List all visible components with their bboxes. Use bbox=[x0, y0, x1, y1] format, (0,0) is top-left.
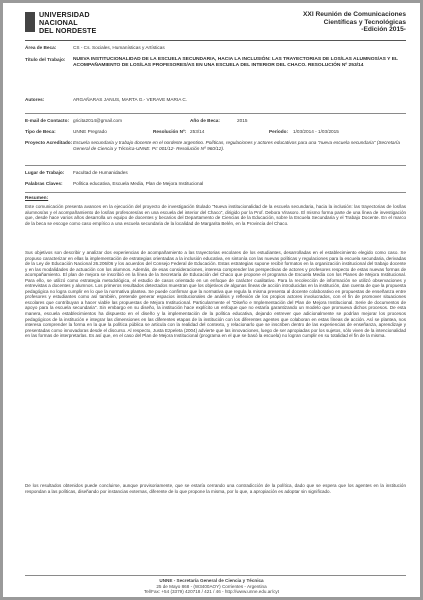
paragraph-2: Sus objetivos son describir y analizar dos experiencias de acompañamiento a las trayectorias escolares de los estudiantes, desarrolladas en el establecimiento elegido como caso. Se propuso caracterizar en ellas la implementación de estrategias orientadas a la inclusión educativa, en sintonía con las nuevas políticas y regulaciones para la escuela secundaria, derivadas de la Ley de Educación Nacional 26.206/06 y los acuerdos del Consejo Federal de Educación. Estas estrategias supone recibir formatos en la organización institucional del trabajo docente y en las modalidades de actuación con los alumnos. Además, de esas consideraciones, interesa comprender las perspectivas de actores y profesores respecto de estas nuevas formas de acompañamiento. El plan de mejora se inscribió en la línea de la Secretaría de Educación del Chaco que propone el programa de Escuela Media con los Planes de Mejora Institucional. Para ello, se utilizó como estrategia metodológica, el estudio de casos orientado en un enfoque de carácter cualitativo. Para la recolección de información se utilizó observaciones y entrevistas a docentes y alumnos. Los primeros resultados detectados muestran que los objetivos de algunas líneas de acción introducidas en la institución, dan cuenta de que la propuesta pedagógica no logra cumplir en lo que la normativa plantea. Se puede confirmar que la normativa que regula la misma presenta al docente colaborativo en propuestas de enseñanza entre profesores y estudiantes como así también, pretende generar espacios institucionales de análisis y reflexión de los propios actores involucrados, con el fin de promover situaciones escolares que contribuyan a hacer viable las propuestas de Mejora Institucional. Particularmente el "Diseño e Implementación del Plan de Mejora Institucional. Serie de documentos de apoyo para la escuela secundaria". Sin embargo en su diseño, la institución hace explícito un enfoque que no estaría garantizando un modelo que promueva dichos procesos. De esta manera, escuela establecimientos ha dispuesto en el diseño y la implementación de la política educativa, dejando entrever que adicionalmente se podrían mejorar los procesos pedagógicos de la institución e integrar las dimensiones en las diferentes etapas de la institución con los diferentes agentes que colaboran en estas líneas de acción. Así se plantea, nos interesa comprender la forma en la que la política pública se articula con la realidad del contexto, y relacionarlo que se inscriben dentro de las experiencias de enseñanza, aprendizaje y presentadas como innovadoras desde el discurso. Al respecto, Justa Ezpeleta (2004) advierte que las innovaciones, luego de ser apropiadas por los sujetos, sólo viven de la intencionalidad en las formas de interpretarlas. Es así que, en el caso del Plan de Mejora Institucional (programa en el que se basó la escuela) no logran cumplir en su totalidad el fin de la misma. bbox=[25, 250, 406, 339]
meta-divider-3 bbox=[25, 192, 406, 193]
period-label: Período: bbox=[269, 129, 289, 134]
footer-line-1: UNNE - Secretaría General de Ciencia y Técnica bbox=[159, 578, 264, 583]
email-label: E-mail de Contacto: bbox=[25, 118, 70, 123]
document-page bbox=[3, 3, 420, 597]
meta-divider-2 bbox=[25, 165, 406, 166]
event-line-1: XXI Reunión de Comunicaciones bbox=[303, 11, 406, 18]
footer bbox=[3, 578, 420, 595]
place-label: Lugar de Trabajo: bbox=[25, 170, 65, 175]
year-value: 2015 bbox=[237, 118, 248, 123]
university-line-3: DEL NORDESTE bbox=[39, 26, 97, 35]
university-line-1: UNIVERSIDAD bbox=[39, 10, 90, 19]
keywords-value: Política educativa, Escuela Media, Plan de Mejora Institucional bbox=[73, 181, 204, 186]
summary-title: Resumen: bbox=[25, 196, 49, 201]
authors-value: ARGAÑARAS JANUS, MARTA G.- VERAVE MARIA C. bbox=[73, 97, 188, 102]
event-line-2: Científicas y Tecnológicas bbox=[323, 18, 406, 26]
paragraph-3: De los resultados obtenidos puede concluirse, aunque provisoriamente, que se estaría cerrando una contradicción de la política, dado que se espera que los agentes en la institución respondan a las políticas, diseñando por instancias externas, diferente de lo que propone la misma, por lo que, a apropiación es adoptar sin significado. bbox=[25, 483, 406, 494]
area-label: Área de Beca: bbox=[25, 45, 57, 50]
title-label: Título del Trabajo: bbox=[25, 57, 66, 62]
project-label: Proyecto Acreditado: bbox=[25, 140, 73, 145]
authors-label: Autores: bbox=[25, 97, 45, 102]
footer-divider bbox=[25, 575, 406, 576]
university-name bbox=[39, 11, 96, 35]
university-logo bbox=[25, 12, 35, 32]
area-value: CS - Cs. Sociales, Humanísticas y Artísticas bbox=[73, 45, 165, 50]
meta-divider-1 bbox=[25, 113, 406, 114]
place-value: Facultad de Humanidades bbox=[73, 170, 128, 175]
title-row bbox=[25, 57, 406, 87]
period-value: 1/03/2014 - 1/03/2015 bbox=[293, 129, 339, 134]
beca-type-value: UNNE Pregrado bbox=[73, 129, 107, 134]
footer-line-2: 25 de Mayo 868 - (W3400AOY) Corrientes - Argentina bbox=[156, 583, 267, 589]
project-row bbox=[25, 140, 406, 158]
university-line-2: NACIONAL bbox=[39, 18, 78, 27]
project-value: Escuela secundaria y trabajo docente en el nordeste argentino. Políticas, regulaciones y actores educativos para una "nueva escuela secundaria" (Secretaría General de Ciencia y Técnica-UNNE. PI: 001/12- Resolución Nº 960/12). bbox=[73, 140, 400, 151]
paragraph-1: Este comunicación presenta avances en la ejecución del proyecto de investigación titulado "Nueva institucionalidad de la escuela secundaria, hacia la inclusión: las trayectorias de los/las alumnos/as y el acompañamiento de los/las profesores/as en una escuela del interior del Chaco", dirigido por la Prof. Debora Virasoro. El mismo forma parte de una línea de investigación que, desde hace varios años desarrolla un equipo de docentes y becarios del Departamento de Ciencias de la Educación, sobre la Escuela Secundaria y el Trabajo Docente. En el marco de la beca se escoge como caso empírico a una escuela secundaria de la localidad de Margarita Belén, en la Provincia del Chaco. bbox=[25, 204, 406, 226]
footer-line-3: Tel/Fax: +54 (3379) 420718 / 421 / 46 - http://www.unne.edu.ar/cyt bbox=[144, 589, 279, 595]
resolution-value: 253/14 bbox=[190, 129, 205, 134]
resolution-label: Resolución Nº: bbox=[153, 129, 187, 134]
work-title: NUEVA INSTITUCIONALIDAD DE LA ESCUELA SECUNDARIA, HACIA LA INCLUSIÓN: LAS TRAYECTORIAS DE LOS/LAS ALUMNOS/AS Y EL ACOMPAÑAMIENTO DE LOS/LAS PROFESORES/AS EN UNA ESCUELA DEL INTERIOR DEL CHACO. RESOLUCIÓN Nº 253/14 bbox=[73, 57, 398, 69]
year-label: Año de Beca: bbox=[190, 118, 220, 123]
header-divider bbox=[25, 40, 406, 41]
event-title bbox=[303, 11, 406, 34]
event-line-3: -Edición 2015- bbox=[361, 26, 406, 34]
email-value: gricita2014@gmail.com bbox=[73, 118, 123, 123]
beca-type-label: Tipo de Beca: bbox=[25, 129, 56, 134]
keywords-label: Palabras Claves: bbox=[25, 181, 63, 186]
